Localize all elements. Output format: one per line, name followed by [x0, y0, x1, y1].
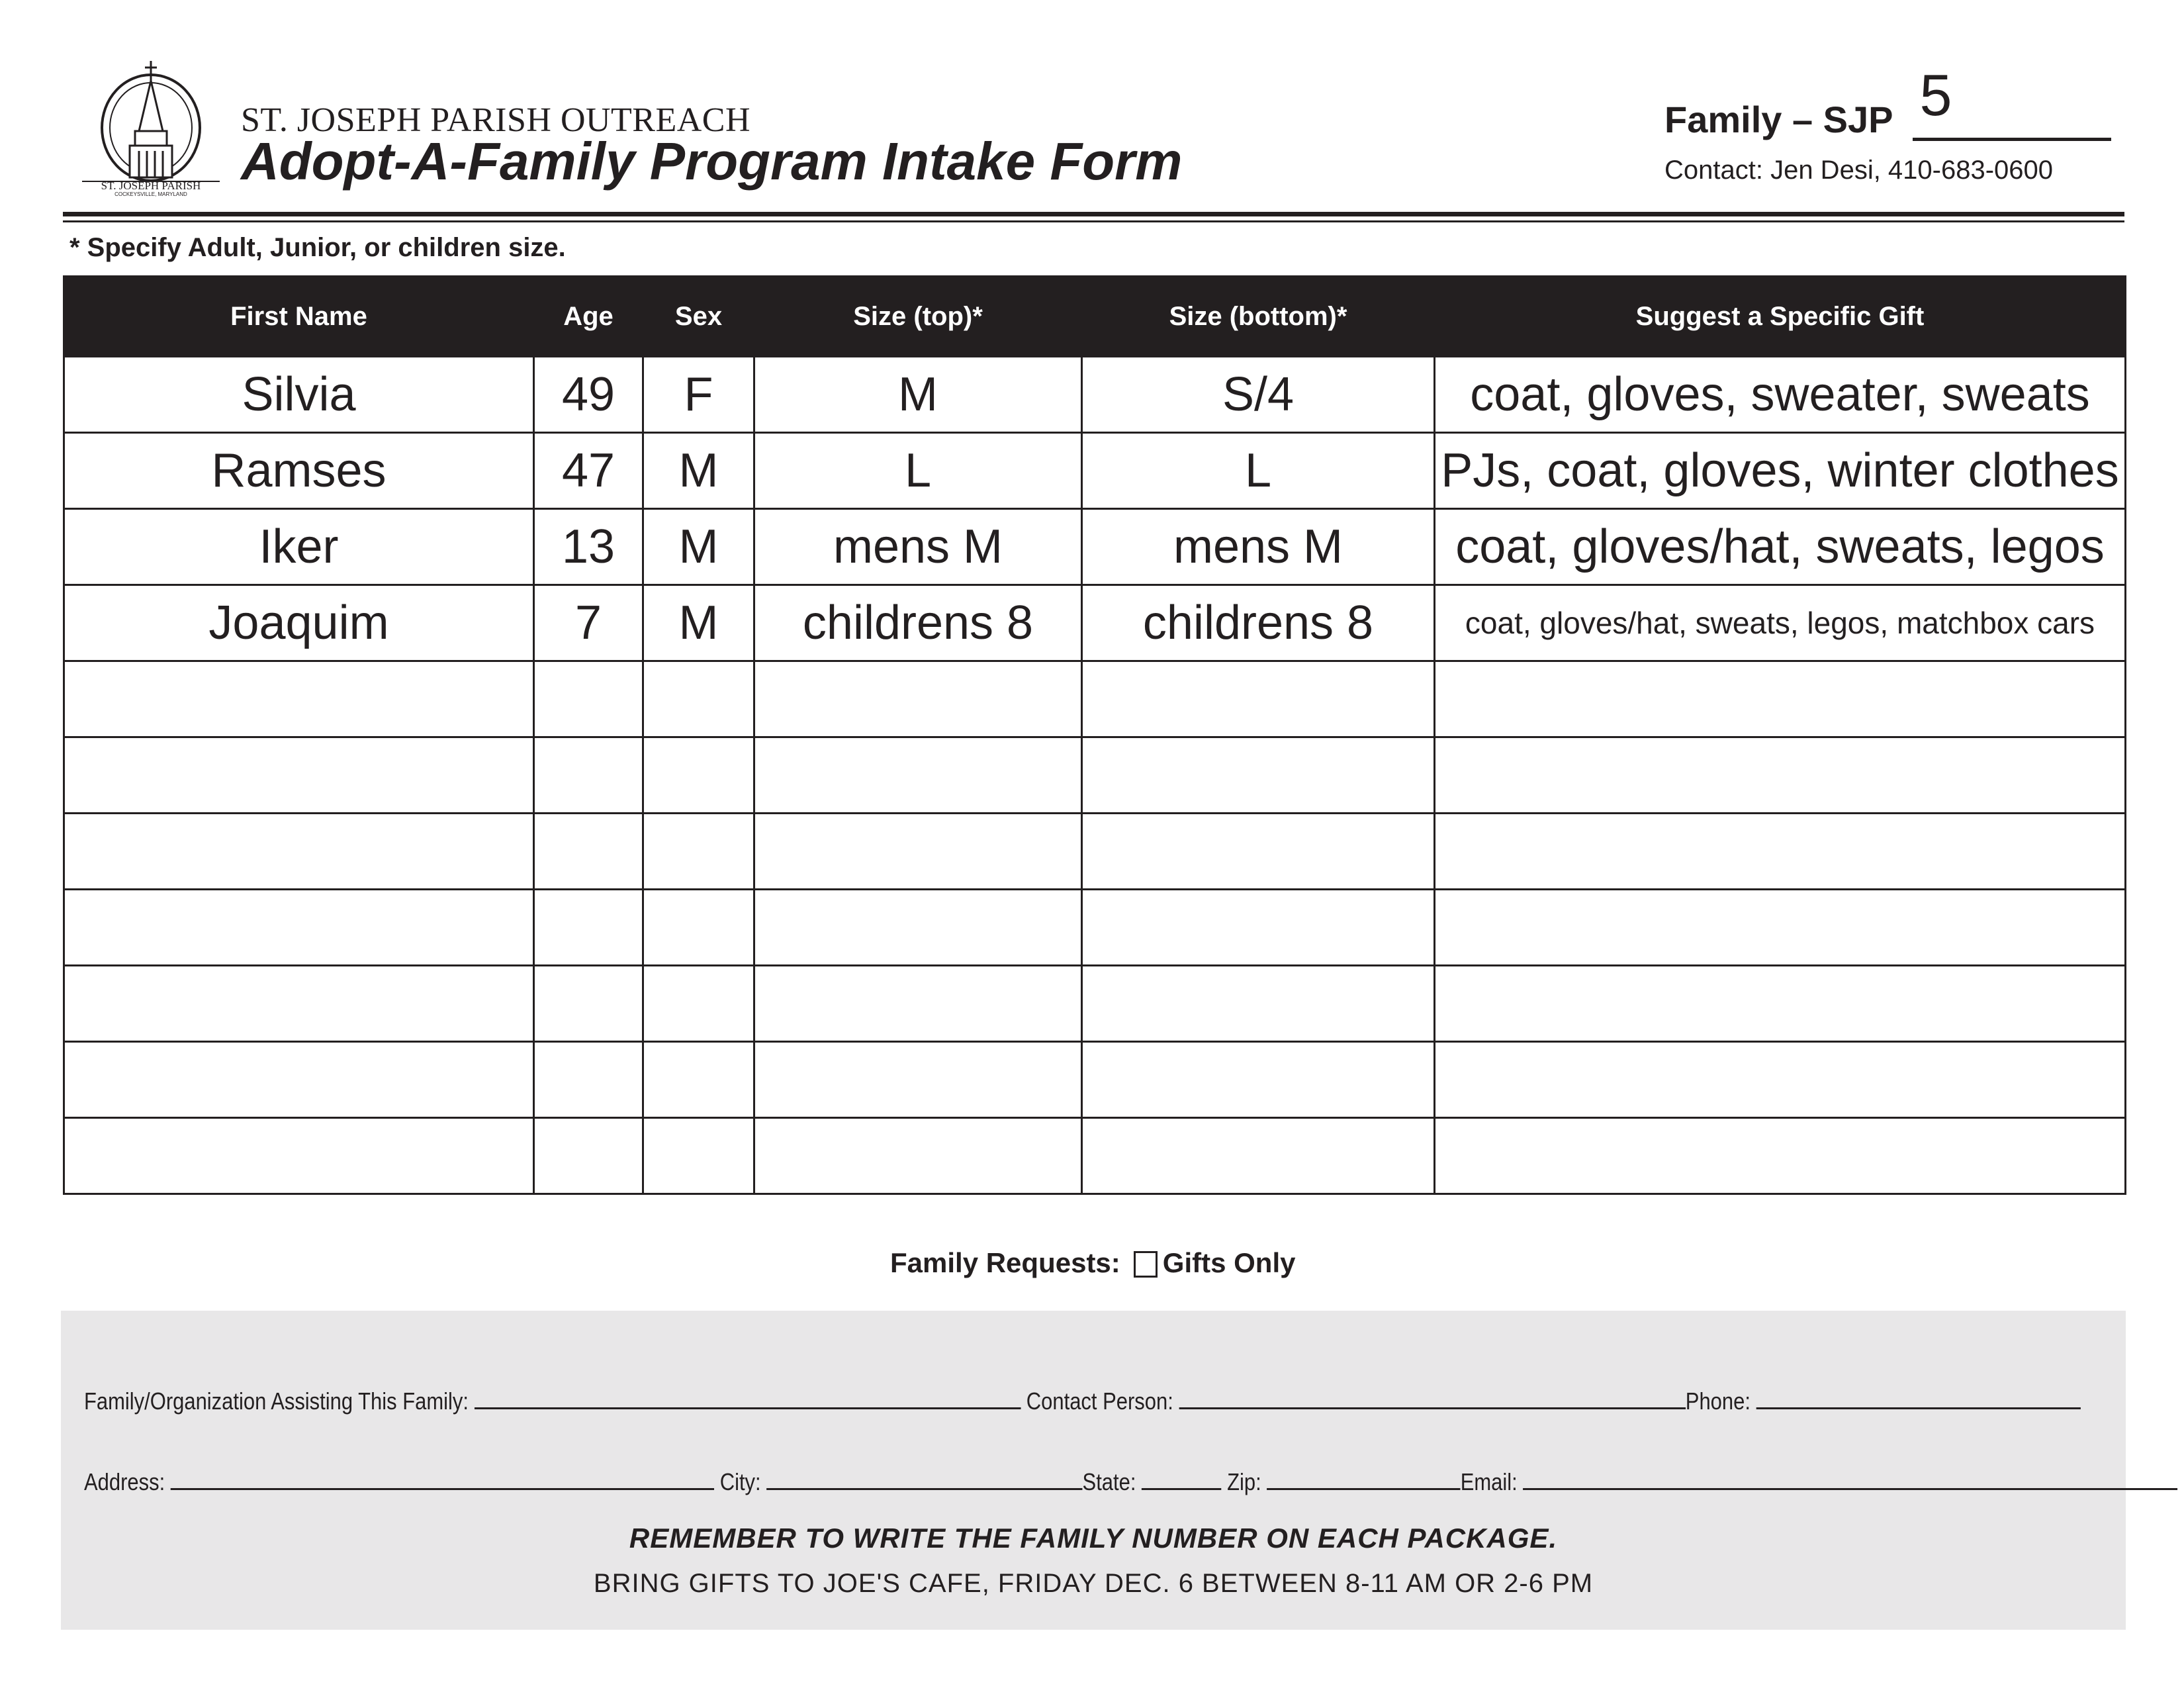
table-row	[64, 966, 2126, 1042]
family-requests	[890, 1247, 1295, 1279]
first-name-cell[interactable]: Iker	[64, 509, 534, 585]
svg-text:ST. JOSEPH PARISH: ST. JOSEPH PARISH	[101, 179, 201, 192]
size-bottom-cell[interactable]	[1082, 1118, 1435, 1194]
first-name-cell[interactable]	[64, 1042, 534, 1118]
size-bottom-cell[interactable]: mens M	[1082, 509, 1435, 585]
age-cell[interactable]	[534, 966, 643, 1042]
size-bottom-cell[interactable]: childrens 8	[1082, 585, 1435, 661]
column-header-gift: Suggest a Specific Gift	[1435, 277, 2126, 357]
gift-cell[interactable]: coat, gloves/hat, sweats, legos	[1435, 509, 2126, 585]
age-cell[interactable]	[534, 890, 643, 966]
age-cell[interactable]	[534, 737, 643, 814]
age-cell[interactable]: 7	[534, 585, 643, 661]
email-field[interactable]	[1523, 1470, 2177, 1490]
size-bottom-cell[interactable]	[1082, 661, 1435, 737]
gifts-only-label: Gifts Only	[1162, 1247, 1296, 1278]
size-top-cell[interactable]	[754, 737, 1082, 814]
first-name-cell[interactable]: Ramses	[64, 433, 534, 509]
size-bottom-cell[interactable]	[1082, 890, 1435, 966]
gift-cell[interactable]	[1435, 1042, 2126, 1118]
size-top-cell[interactable]	[754, 814, 1082, 890]
contact-person-field[interactable]	[1179, 1389, 1685, 1409]
svg-text:COCKEYSVILLE, MARYLAND: COCKEYSVILLE, MARYLAND	[114, 191, 187, 197]
age-cell[interactable]	[534, 661, 643, 737]
sex-cell[interactable]	[643, 1118, 754, 1194]
gift-cell[interactable]	[1435, 737, 2126, 814]
size-bottom-cell[interactable]	[1082, 1042, 1435, 1118]
size-top-cell[interactable]	[754, 890, 1082, 966]
first-name-cell[interactable]	[64, 1118, 534, 1194]
size-top-cell[interactable]	[754, 966, 1082, 1042]
page-title: Adopt-A-Family Program Intake Form	[241, 132, 1183, 191]
parish-logo	[78, 58, 224, 197]
gift-cell[interactable]	[1435, 1118, 2126, 1194]
org-field[interactable]	[475, 1389, 1021, 1409]
age-cell[interactable]	[534, 1042, 643, 1118]
age-cell[interactable]	[534, 814, 643, 890]
sex-cell[interactable]	[643, 661, 754, 737]
size-note: * Specify Adult, Junior, or children size.	[69, 233, 566, 262]
header-divider-thin	[63, 220, 2124, 222]
contact-info: Contact: Jen Desi, 410-683-0600	[1664, 156, 2054, 185]
sex-cell[interactable]	[643, 890, 754, 966]
first-name-cell[interactable]	[64, 737, 534, 814]
size-bottom-cell[interactable]: S/4	[1082, 357, 1435, 433]
contact-person-label: Contact Person:	[1026, 1387, 1173, 1415]
gifts-only-checkbox[interactable]	[1134, 1251, 1158, 1278]
column-header-size-top: Size (top)*	[754, 277, 1082, 357]
gift-cell[interactable]: coat, gloves/hat, sweats, legos, matchbox cars	[1435, 585, 2126, 661]
gift-cell[interactable]	[1435, 890, 2126, 966]
first-name-cell[interactable]: Silvia	[64, 357, 534, 433]
state-field[interactable]	[1142, 1470, 1221, 1490]
email-label: Email:	[1460, 1468, 1518, 1495]
table-row	[64, 357, 2126, 433]
sex-cell[interactable]: M	[643, 509, 754, 585]
size-top-cell[interactable]: childrens 8	[754, 585, 1082, 661]
first-name-cell[interactable]	[64, 966, 534, 1042]
phone-field[interactable]	[1756, 1389, 2081, 1409]
city-label: City:	[719, 1468, 761, 1495]
address-line	[84, 1468, 2177, 1496]
column-header-sex: Sex	[643, 277, 754, 357]
org-name: ST. JOSEPH PARISH OUTREACH	[241, 101, 751, 139]
size-top-cell[interactable]: L	[754, 433, 1082, 509]
sex-cell[interactable]: M	[643, 585, 754, 661]
drop-off-instructions: BRING GIFTS TO JOE'S CAFE, FRIDAY DEC. 6 BETWEEN 8-11 AM OR 2-6 PM	[593, 1569, 1594, 1598]
package-reminder: REMEMBER TO WRITE THE FAMILY NUMBER ON EACH PACKAGE.	[629, 1523, 1558, 1554]
table-header-row	[64, 277, 2126, 357]
phone-label: Phone:	[1685, 1387, 1751, 1415]
zip-field[interactable]	[1267, 1470, 1460, 1490]
assisting-family-section	[61, 1311, 2126, 1630]
first-name-cell[interactable]: Joaquim	[64, 585, 534, 661]
sex-cell[interactable]	[643, 966, 754, 1042]
zip-label: Zip:	[1227, 1468, 1261, 1495]
first-name-cell[interactable]	[64, 814, 534, 890]
sex-cell[interactable]	[643, 737, 754, 814]
table-row	[64, 661, 2126, 737]
table-row	[64, 890, 2126, 966]
column-header-size-bottom: Size (bottom)*	[1082, 277, 1435, 357]
org-label: Family/Organization Assisting This Family:	[84, 1387, 469, 1415]
gift-cell[interactable]: PJs, coat, gloves, winter clothes	[1435, 433, 2126, 509]
age-cell[interactable]: 49	[534, 357, 643, 433]
size-top-cell[interactable]	[754, 661, 1082, 737]
size-bottom-cell[interactable]	[1082, 966, 1435, 1042]
table-row	[64, 1118, 2126, 1194]
gift-cell[interactable]: coat, gloves, sweater, sweats	[1435, 357, 2126, 433]
age-cell[interactable]: 13	[534, 509, 643, 585]
table-row	[64, 1042, 2126, 1118]
size-top-cell[interactable]	[754, 1118, 1082, 1194]
address-label: Address:	[84, 1468, 165, 1495]
table-row	[64, 509, 2126, 585]
table-row	[64, 433, 2126, 509]
family-requests-label: Family Requests:	[890, 1247, 1120, 1278]
size-bottom-cell[interactable]: L	[1082, 433, 1435, 509]
family-members-table	[63, 275, 2126, 1195]
family-number-field[interactable]: 5	[1919, 62, 1952, 128]
table-row	[64, 814, 2126, 890]
sex-cell[interactable]: M	[643, 433, 754, 509]
gift-cell[interactable]	[1435, 661, 2126, 737]
family-number-underline	[1913, 138, 2111, 141]
size-top-cell[interactable]	[754, 1042, 1082, 1118]
size-top-cell[interactable]: M	[754, 357, 1082, 433]
gift-cell[interactable]	[1435, 814, 2126, 890]
header-divider	[63, 212, 2124, 216]
age-cell[interactable]: 47	[534, 433, 643, 509]
first-name-cell[interactable]	[64, 661, 534, 737]
church-steeple-icon	[78, 58, 224, 197]
gift-cell[interactable]	[1435, 966, 2126, 1042]
size-bottom-cell[interactable]	[1082, 737, 1435, 814]
size-top-cell[interactable]: mens M	[754, 509, 1082, 585]
address-field[interactable]	[171, 1470, 714, 1490]
sex-cell[interactable]	[643, 1042, 754, 1118]
first-name-cell[interactable]	[64, 890, 534, 966]
assisting-info-line	[84, 1387, 2081, 1415]
table-row	[64, 585, 2126, 661]
size-bottom-cell[interactable]	[1082, 814, 1435, 890]
column-header-age: Age	[534, 277, 643, 357]
city-field[interactable]	[766, 1470, 1082, 1490]
family-id-label: Family – SJP	[1664, 99, 1893, 140]
sex-cell[interactable]: F	[643, 357, 754, 433]
sex-cell[interactable]	[643, 814, 754, 890]
column-header-first-name: First Name	[64, 277, 534, 357]
state-label: State:	[1082, 1468, 1136, 1495]
age-cell[interactable]	[534, 1118, 643, 1194]
table-row	[64, 737, 2126, 814]
